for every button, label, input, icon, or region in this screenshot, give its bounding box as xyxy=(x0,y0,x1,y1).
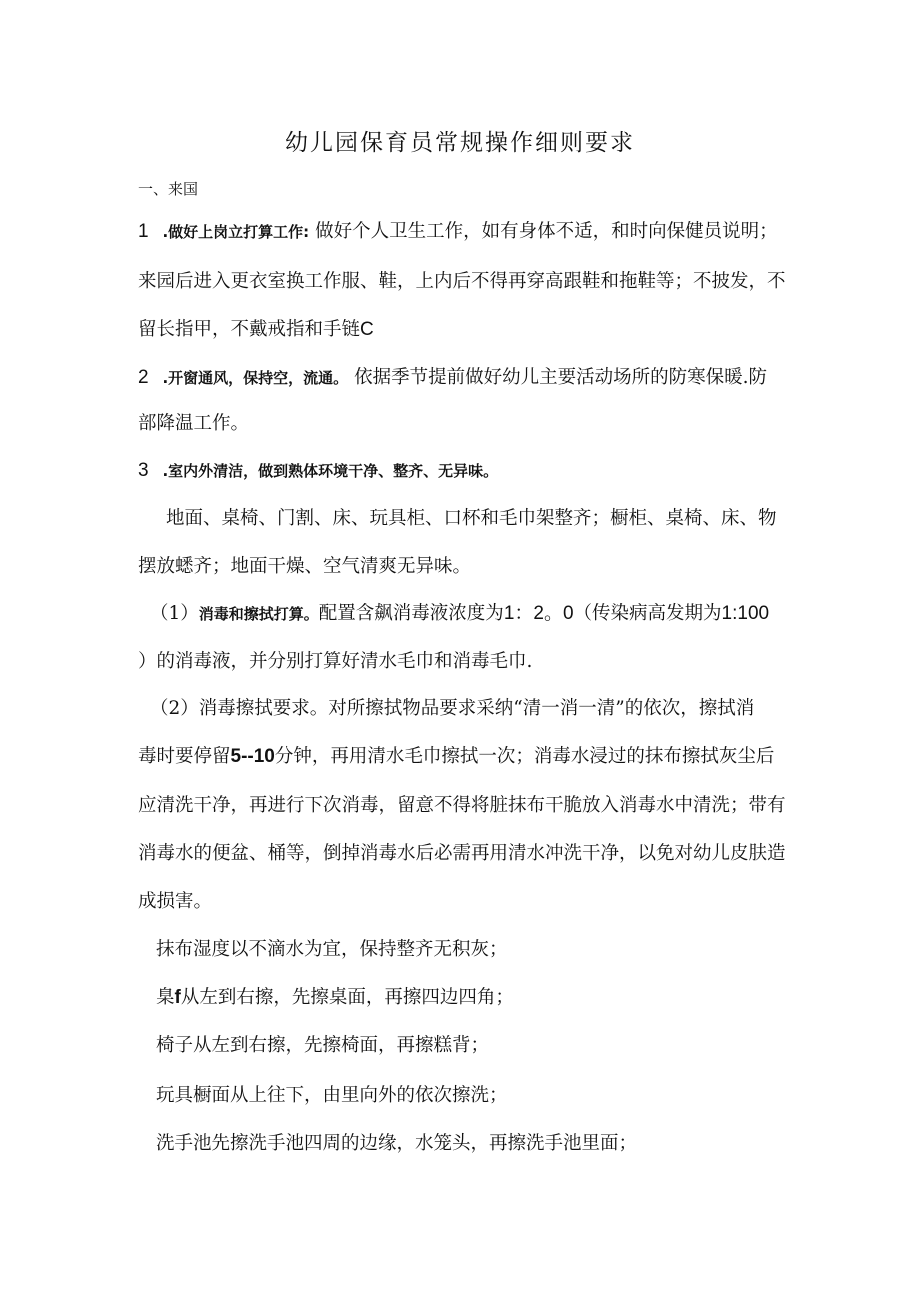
para-1-line-1: 地面、桌椅、门割、床、玩具柜、口杯和毛巾架整齐；橱柜、桌椅、床、物 xyxy=(166,508,777,529)
sub-2-line-3: 应清洗干净，再进行下次消毒，留意不得将脏抹布干脆放入消毒水中清洗；带有 xyxy=(138,795,786,816)
para-1-line-2: 摆放蟋齐；地面干燥、空气清爽无异味。 xyxy=(138,556,472,577)
item-2-line-1 xyxy=(138,366,767,390)
sub-1-line-1 xyxy=(150,602,769,626)
item-2-heading: .开窗通风，保持空，流通。 xyxy=(162,369,349,387)
sub-1-line-2: ）的消毒液，并分别打算好清水毛巾和消毒毛巾. xyxy=(138,651,533,672)
sub-1-ratio-2: 1:100 xyxy=(721,603,770,624)
item-3-number: 3 xyxy=(138,460,149,481)
item-3-heading: .室内外清洁，做到熟体环境干净、整齐、无异味。 xyxy=(162,462,499,480)
sub-2-line-2-a: 毒时要停留 xyxy=(138,746,231,767)
rule-table-b: 从左到右擦，先擦桌面，再擦四边四角； xyxy=(180,987,514,1008)
sub-2-line-2 xyxy=(138,745,774,769)
item-1-number: 1 xyxy=(138,221,149,242)
item-1-line-3 xyxy=(138,318,374,342)
sub-1-text-a: 配置含飙消毒液浓度为 xyxy=(318,603,504,624)
item-1-line-3-text: 留长指甲，不戴戒指和手链 xyxy=(138,319,361,340)
sub-1-ratio: 1：2。0 xyxy=(503,603,574,624)
rule-sink: 洗手池先擦洗手池四周的边缘，水笼头，再擦洗手池里面； xyxy=(156,1133,638,1154)
sub-1-heading: 消毒和擦拭打算。 xyxy=(198,605,319,623)
sub-2-line-1 xyxy=(150,697,754,721)
item-1-line-1 xyxy=(138,220,778,244)
item-3-line-1 xyxy=(138,459,498,483)
document-title: 幼儿园保育员常规操作细则要求 xyxy=(285,130,635,156)
rule-table-f: f xyxy=(174,987,181,1008)
item-1-line-2: 来园后进入更衣室换工作服、鞋，上内后不得再穿高跟鞋和拖鞋等；不披发，不 xyxy=(138,271,786,292)
item-2-line-2: 部降温工作。 xyxy=(138,413,250,434)
rule-toy-cabinet: 玩具橱面从上往下，由里向外的依次擦洗； xyxy=(156,1085,508,1106)
rule-table xyxy=(156,986,514,1010)
sub-2-line-5: 成损害。 xyxy=(138,891,213,912)
item-1-line-3-end: C xyxy=(360,319,374,340)
item-2-number: 2 xyxy=(138,367,149,388)
sub-2-minutes: 5--10 xyxy=(230,746,275,767)
sub-2-line-2-b: 分钟，再用清水毛巾擦拭一次；消毒水浸过的抹布擦拭灰尘后 xyxy=(274,746,775,767)
sub-2-text: 消毒擦拭要求。对所擦拭物品要求采纳“清一消一清”的依次，擦拭消 xyxy=(198,698,755,719)
item-1-text: 做好个人卫生工作，如有身体不适，和时向保健员说明； xyxy=(315,221,778,242)
sub-1-label: （1） xyxy=(150,603,199,624)
item-2-text: 依据季节提前做好幼儿主要活动场所的防寒保暖.防 xyxy=(354,367,767,388)
sub-1-text-b: （传染病高发期为 xyxy=(573,603,722,624)
rule-cloth: 抹布湿度以不滴水为宜，保持整齐无积灰； xyxy=(156,939,508,960)
rule-chair: 椅子从左到右擦，先擦椅面，再擦糕背； xyxy=(156,1035,490,1056)
sub-2-line-4: 消毒水的便盆、桶等，倒掉消毒水后必需再用清水冲洗干净，以免对幼儿皮肤造 xyxy=(138,843,786,864)
section-heading: 一、来国 xyxy=(138,180,199,198)
rule-table-a: 臬 xyxy=(156,987,175,1008)
item-1-heading: .做好上岗立打算工作: xyxy=(162,223,310,241)
sub-2-label: （2） xyxy=(150,698,199,719)
